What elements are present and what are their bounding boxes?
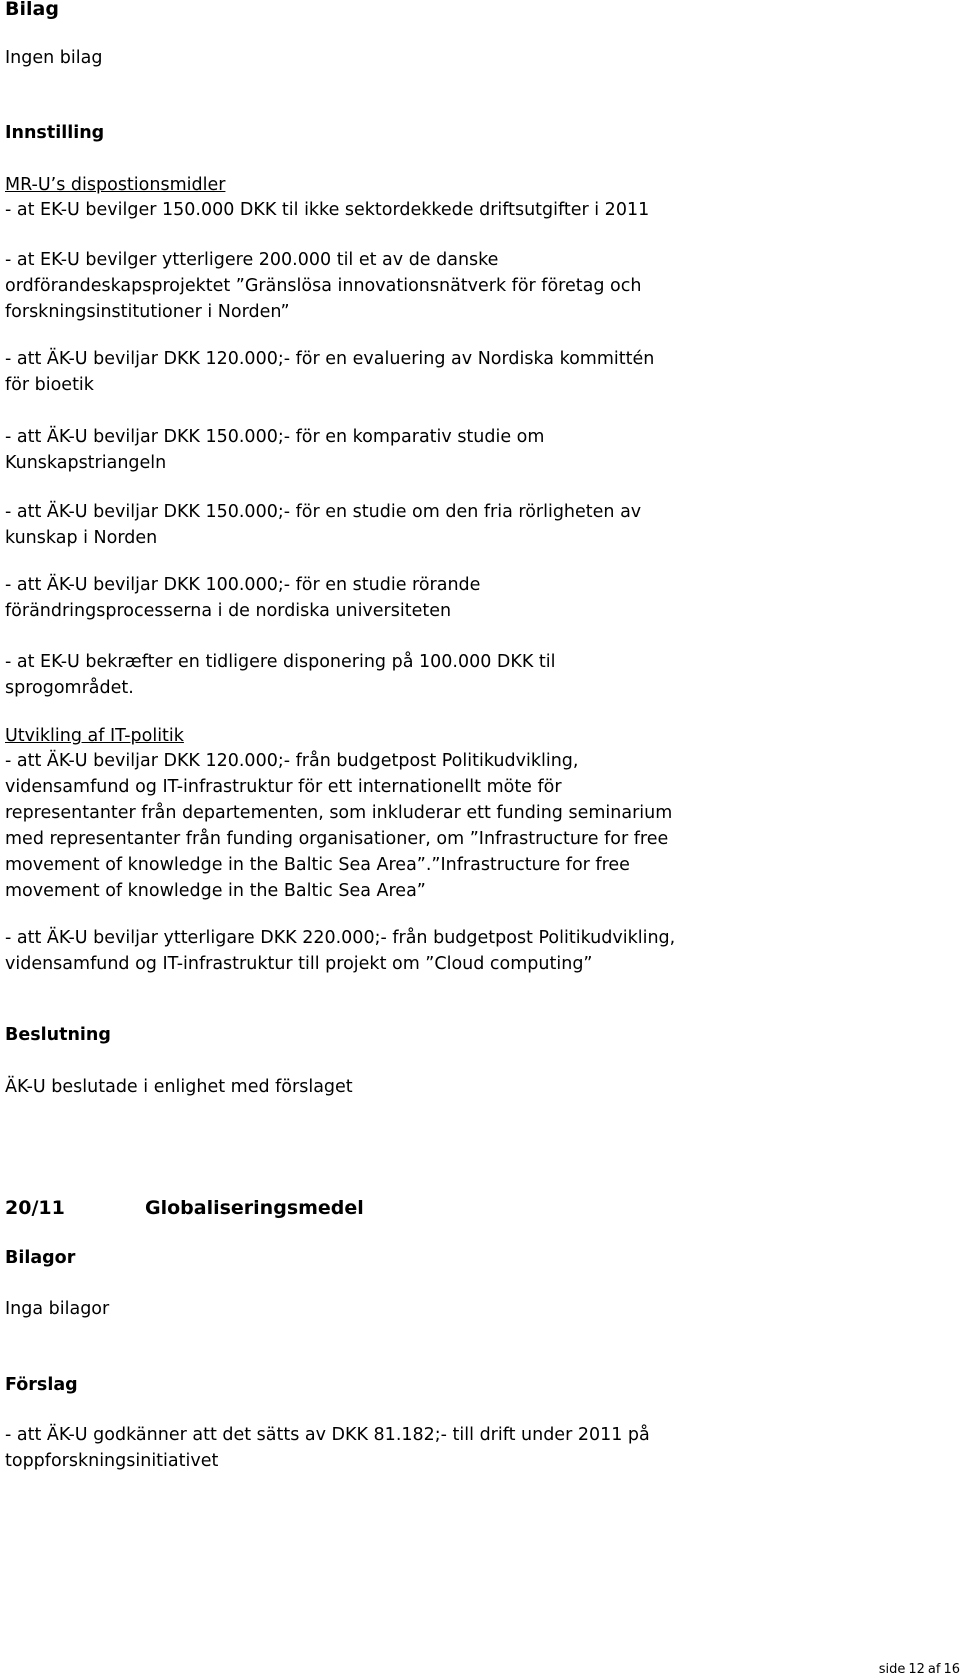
mru-item-line: - att ÄK-U beviljar DKK 150.000;- för en komparativ studie om [5,427,545,447]
it-subheading: Utvikling af IT-politik [5,726,184,746]
it-item-line: vidensamfund og IT-infrastruktur till projekt om ”Cloud computing” [5,954,593,974]
footer-side-label: side [878,1662,906,1677]
mru-item-line: kunskap i Norden [5,528,158,548]
bilagor-text: Inga bilagor [5,1299,110,1319]
bilag-text: Ingen bilag [5,48,103,68]
mru-item-line: - att ÄK-U beviljar DKK 100.000;- för en studie rörande [5,575,481,595]
case-number: 20/11 [5,1197,65,1219]
beslutning-text: ÄK-U beslutade i enlighet med förslaget [5,1077,353,1097]
innstilling-heading: Innstilling [5,123,105,143]
mru-item-line: för bioetik [5,375,94,395]
forslag-line: toppforskningsinitiativet [5,1451,219,1471]
footer-page-number: 12 [908,1662,925,1677]
mru-subheading: MR-U’s dispostionsmidler [5,175,226,195]
mru-item-line: - at EK-U bevilger ytterligere 200.000 til et av de danske [5,250,499,270]
footer-total-pages: 16 [943,1662,960,1677]
it-item-line: movement of knowledge in the Baltic Sea Area” [5,881,426,901]
it-item-line: - att ÄK-U beviljar DKK 120.000;- från budgetpost Politikudvikling, [5,751,579,771]
forslag-heading: Förslag [5,1375,78,1395]
mru-item-line: - at EK-U bekræfter en tidligere disponering på 100.000 DKK til [5,652,556,672]
mru-item-line: förändringsprocesserna i de nordiska universiteten [5,601,452,621]
forslag-line: - att ÄK-U godkänner att det sätts av DKK 81.182;- till drift under 2011 på [5,1425,650,1445]
bilag-heading: Bilag [5,0,59,20]
it-item-line: vidensamfund og IT-infrastruktur för ett internationellt möte för [5,777,562,797]
it-item-line: - att ÄK-U beviljar ytterligare DKK 220.000;- från budgetpost Politikudvikling, [5,928,676,948]
mru-item-line: Kunskapstriangeln [5,453,167,473]
it-item-line: med representanter från funding organisationer, om ”Infrastructure for free [5,829,669,849]
mru-item-line: sprogområdet. [5,678,134,698]
footer-of-label: af [927,1662,941,1677]
case-title: Globaliseringsmedel [145,1197,364,1219]
mru-item-line: - att ÄK-U beviljar DKK 150.000;- för en studie om den fria rörligheten av [5,502,642,522]
mru-item-line: - at EK-U bevilger 150.000 DKK til ikke sektordekkede driftsutgifter i 2011 [5,200,650,220]
it-item-line: representanter från departementen, som inkluderar ett funding seminarium [5,803,673,823]
beslutning-heading: Beslutning [5,1025,111,1045]
mru-item-line: - att ÄK-U beviljar DKK 120.000;- för en evaluering av Nordiska kommittén [5,349,655,369]
mru-item-line: ordförandeskapsprojektet ”Gränslösa innovationsnätverk för företag och [5,276,642,296]
case-heading [5,1197,364,1219]
it-item-line: movement of knowledge in the Baltic Sea Area”.”Infrastructure for free [5,855,630,875]
mru-item-line: forskningsinstitutioner i Norden” [5,302,290,322]
page-footer [876,1662,960,1678]
bilagor-heading: Bilagor [5,1248,76,1268]
